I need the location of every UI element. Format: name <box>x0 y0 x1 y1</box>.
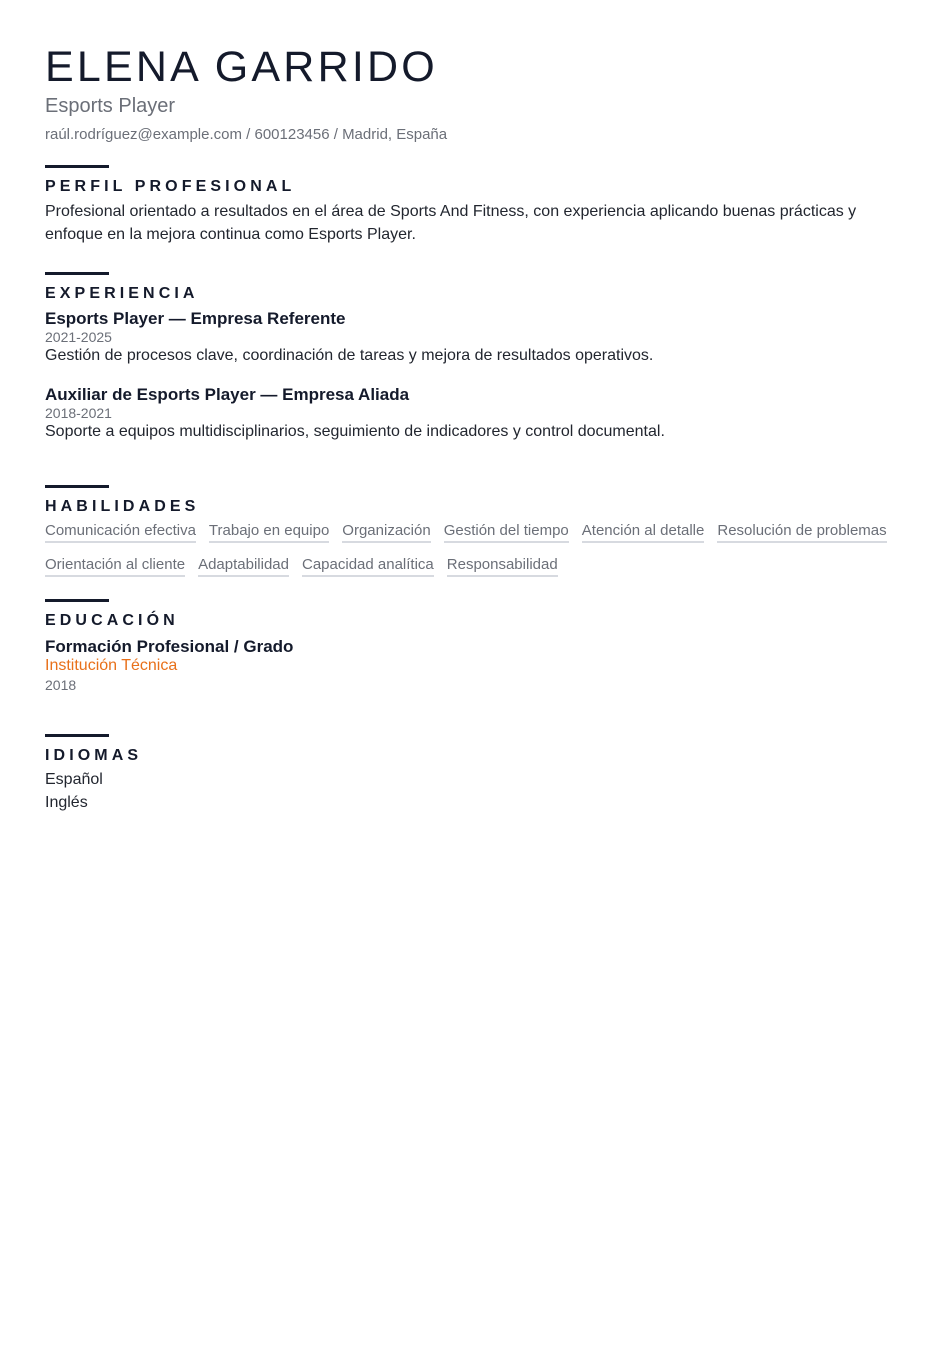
section-divider <box>45 165 109 168</box>
skill-tag: Orientación al cliente <box>45 555 185 577</box>
profile-text: Profesional orientado a resultados en el área de Sports And Fitness, con experiencia aplicando buenas prácticas y enfoque en la mejora continua como Esports Player. <box>45 203 857 243</box>
skill-tag: Gestión del tiempo <box>444 521 569 543</box>
experience-section <box>45 272 915 442</box>
experience-item <box>45 385 915 442</box>
skills-section <box>45 485 915 577</box>
section-title-experience: EXPERIENCIA <box>45 285 199 302</box>
section-title-skills: HABILIDADES <box>45 498 200 515</box>
job-description: Soporte a equipos multidisciplinarios, seguimiento de indicadores y control documental. <box>45 423 665 440</box>
section-divider <box>45 272 109 275</box>
contact-line: raúl.rodríguez@example.com / 600123456 / Madrid, España <box>45 126 448 143</box>
section-divider <box>45 734 109 737</box>
candidate-name: ELENA GARRIDO <box>45 43 438 91</box>
job-title: Auxiliar de Esports Player — Empresa Aliada <box>45 385 410 404</box>
section-title-languages: IDIOMAS <box>45 747 143 764</box>
skill-tag: Atención al detalle <box>582 521 705 543</box>
skill-tag: Capacidad analítica <box>302 555 434 577</box>
skill-tag: Trabajo en equipo <box>209 521 329 543</box>
skill-tag: Responsabilidad <box>447 555 558 577</box>
education-degree: Formación Profesional / Grado <box>45 637 294 656</box>
skill-tag: Resolución de problemas <box>717 521 886 543</box>
language-item: Español <box>45 771 103 788</box>
section-title-profile: PERFIL PROFESIONAL <box>45 178 296 195</box>
job-dates: 2018-2021 <box>45 405 112 421</box>
section-divider <box>45 599 109 602</box>
profile-section <box>45 165 915 246</box>
languages-section <box>45 734 915 814</box>
candidate-role: Esports Player <box>45 95 176 117</box>
experience-item <box>45 309 915 366</box>
skill-tag: Comunicación efectiva <box>45 521 196 543</box>
language-item: Inglés <box>45 794 88 811</box>
languages-list <box>45 768 915 814</box>
education-item <box>45 637 915 695</box>
skill-tag: Adaptabilidad <box>198 555 289 577</box>
education-school: Institución Técnica <box>45 657 178 674</box>
section-divider <box>45 485 109 488</box>
section-title-education: EDUCACIÓN <box>45 612 179 629</box>
job-dates: 2021-2025 <box>45 329 112 345</box>
skills-list <box>45 521 925 577</box>
job-description: Gestión de procesos clave, coordinación de tareas y mejora de resultados operativos. <box>45 347 654 364</box>
education-section <box>45 599 915 695</box>
job-title: Esports Player — Empresa Referente <box>45 309 346 328</box>
skill-tag: Organización <box>342 521 430 543</box>
education-year: 2018 <box>45 677 77 693</box>
